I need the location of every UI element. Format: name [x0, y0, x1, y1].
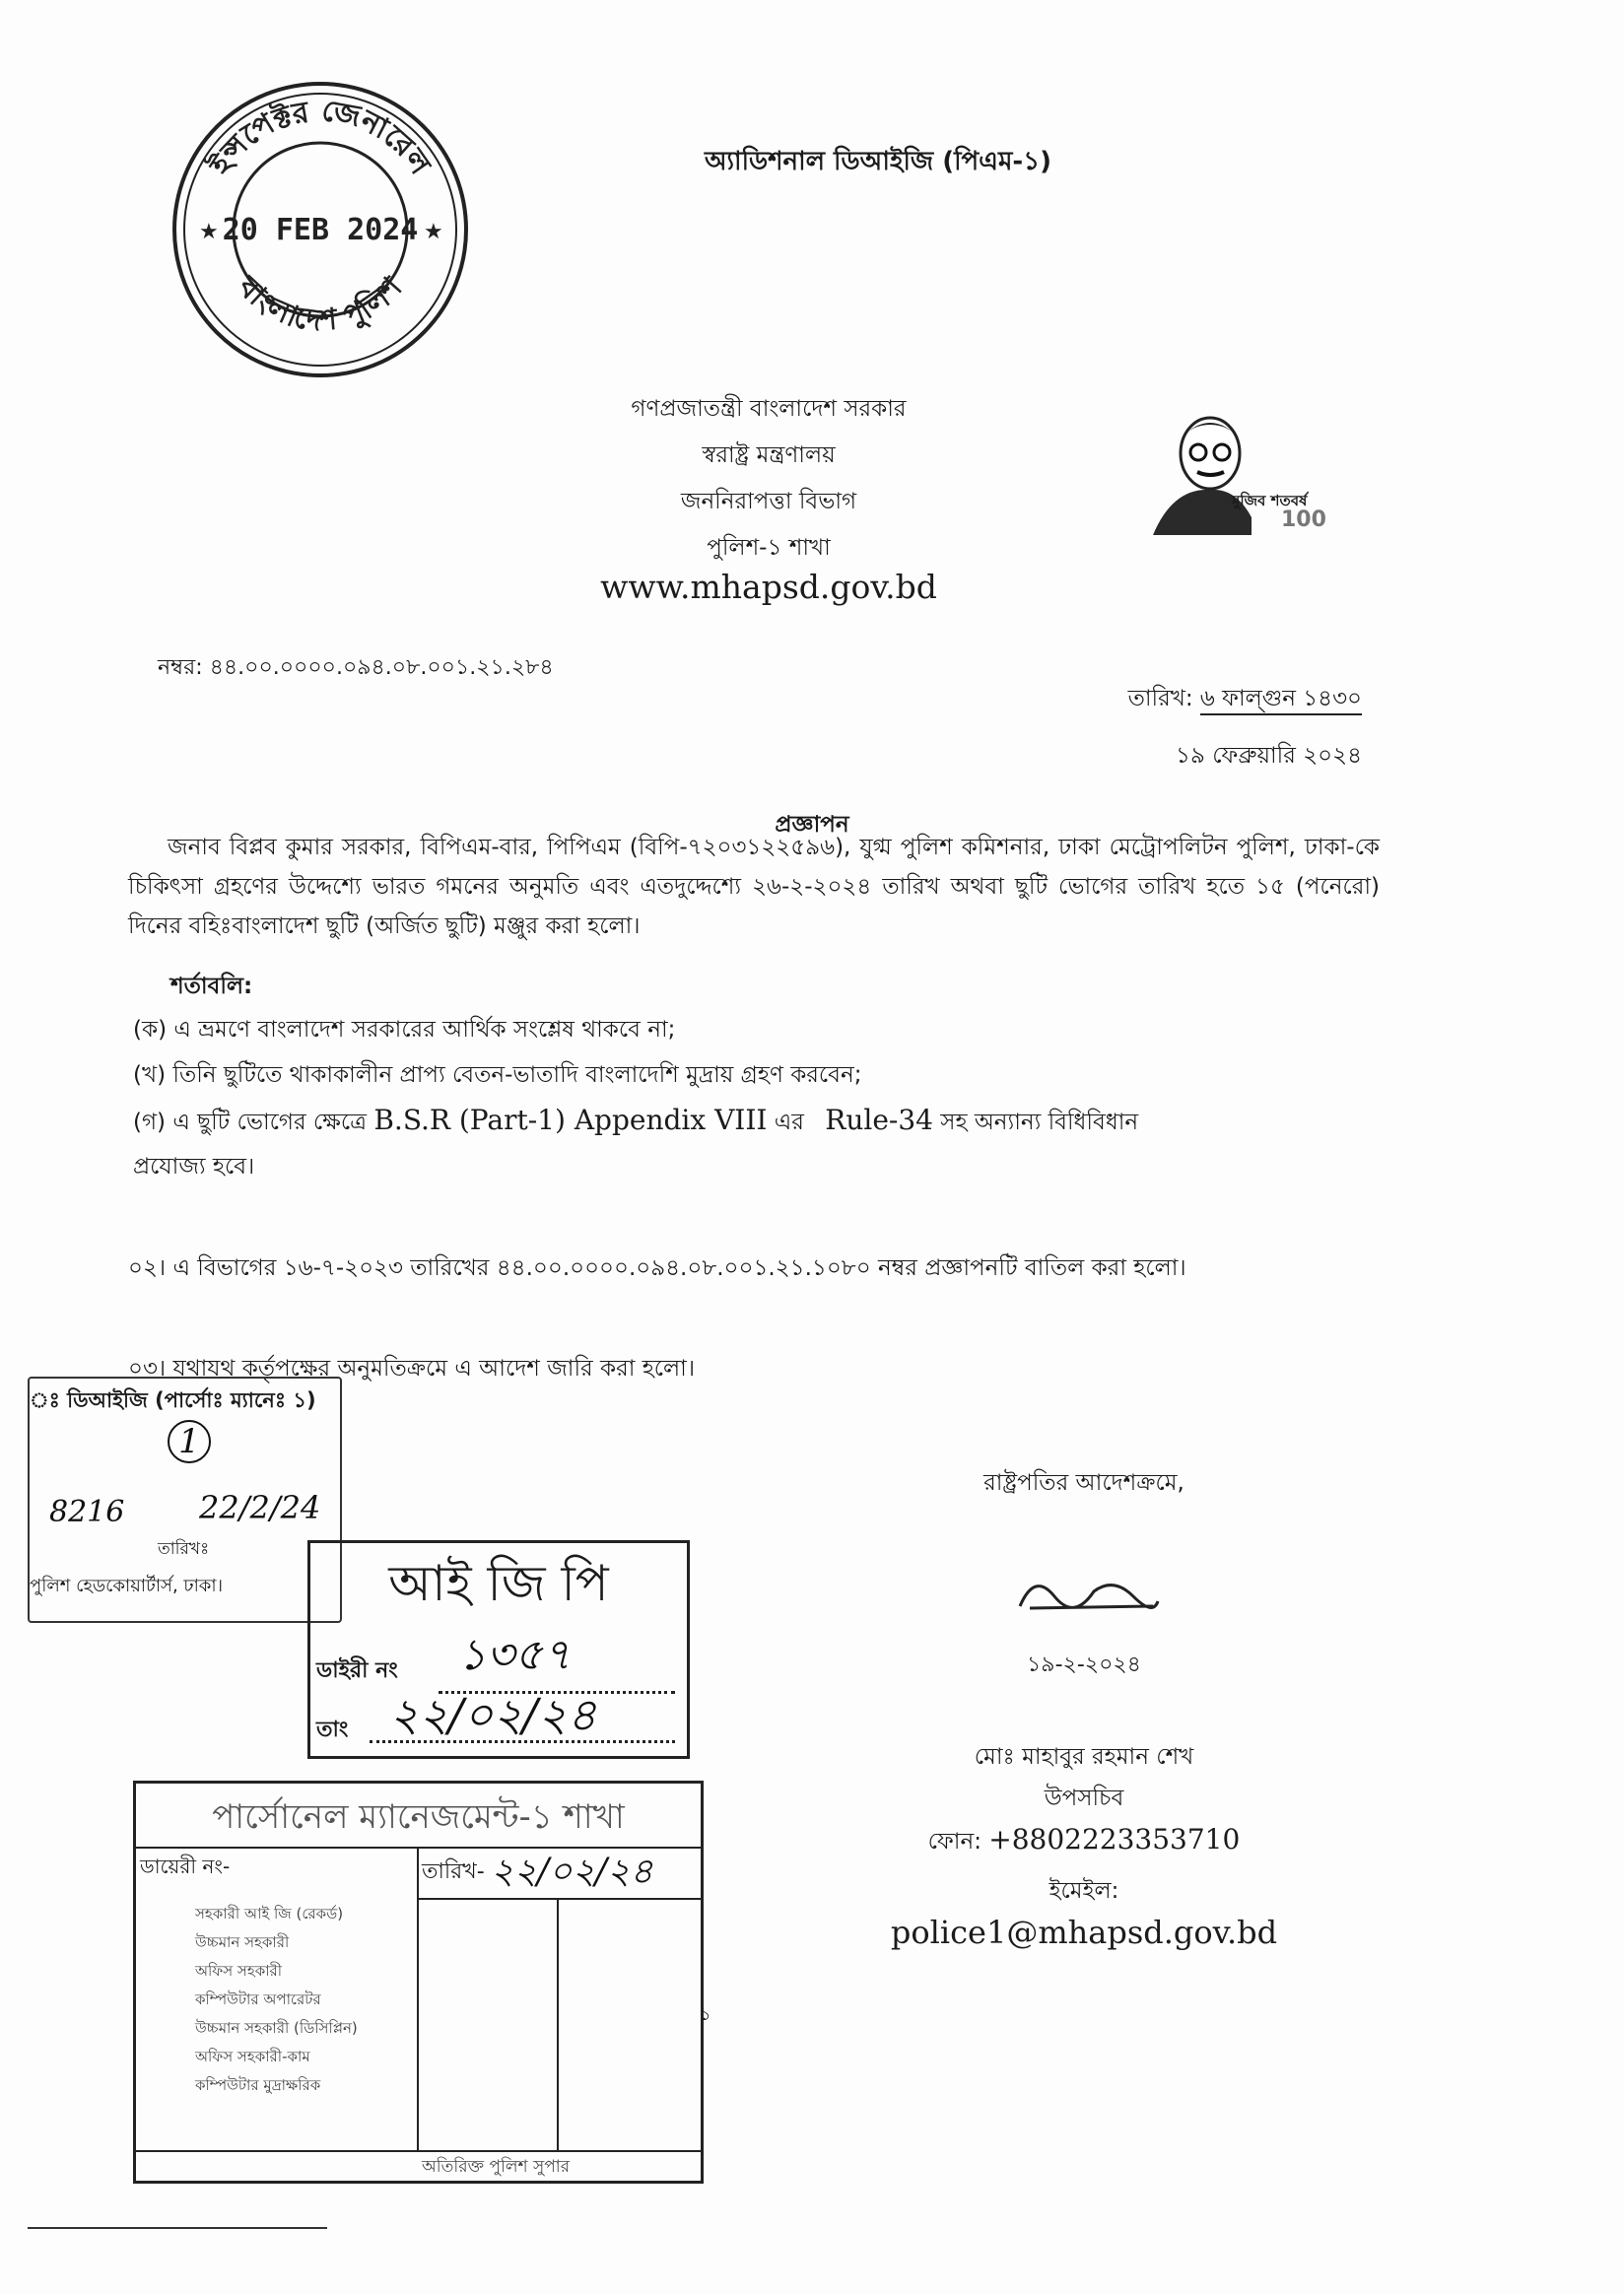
signatory-name: মোঃ মাহাবুর রহমান শেখ [974, 1744, 1194, 1770]
ministry-name: স্বরাষ্ট্র মন্ত্রণালয় [702, 442, 836, 468]
stamp1-hand-ref: 8216 [49, 1495, 125, 1529]
division-name: জননিরাপত্তা বিভাগ [680, 489, 857, 514]
condition-ga-line2: প্রযোজ্য হবে। [133, 1154, 255, 1180]
condition-kha: (খ) তিনি ছুটিতে থাকাকালীন প্রাপ্য বেতন-ভাতাদি বাংলাদেশি মুদ্রায় গ্রহণ করবেন; [133, 1062, 862, 1088]
divider [557, 1898, 559, 2152]
date-label: তারিখ: [1127, 686, 1193, 711]
condition-ga-rule: B.S.R (Part-1) Appendix VIII [373, 1104, 768, 1136]
order-line: রাষ্ট্রপতির আদেশক্রমে, [983, 1470, 1184, 1496]
mujib-borsho-logo [1133, 409, 1326, 537]
gov-name: গণপ্রজাতন্ত্রী বাংলাদেশ সরকার [631, 396, 907, 422]
igp-diary-stamp [307, 1540, 690, 1759]
phone-label: ফোন: [927, 1829, 981, 1855]
emblem-year: 100 [1281, 507, 1326, 532]
condition-ka: (ক) এ ভ্রমণে বাংলাদেশ সরকারের আর্থিক সংশ্লেষ থাকবে না; [133, 1017, 676, 1043]
branch-name: পুলিশ-১ শাখা [707, 535, 831, 561]
seal-date: 20 FEB 2024 [222, 213, 419, 247]
paragraph-03: ০৩। যথাযথ কর্তৃপক্ষের অনুমতিক্রমে এ আদেশ জারি করা হলো। [128, 1356, 696, 1382]
star-icon: ★ [424, 220, 443, 244]
email-address[interactable]: police1@mhapsd.gov.bd [890, 1914, 1278, 1951]
stamp2-diary-number: ১৩৫৭ [458, 1630, 572, 1680]
notice-body: জনাব বিপ্লব কুমার সরকার, বিপিএম-বার, পিপিএম (বিপি-৭২০৩১২২৫৯৬), যুগ্ম পুলিশ কমিশনার, ঢাকা মেট্রোপলিটন পুলিশ, ঢাকা-কে চিকিৎসা গ্রহণের উদ্দেশ্যে ভারত গমনের অনুমতি এবং এতদুদ্দেশ্যে ২৬-২-২০২৪ তারিখ অথবা ছুটি ভোগের তারিখ হতে ১৫ (পনেরো) দিনের বহিঃবাংলাদেশ ছুটি (অর্জিত ছুটি) মঞ্জুর করা হলো। [128, 835, 1380, 939]
seal-top-text: ইন্সপেক্টর জেনারেল [203, 93, 438, 181]
condition-ga-suffix: সহ অন্যান্য বিধিবিধান [940, 1110, 1139, 1135]
svg-text:ইন্সপেক্টর জেনারেল [202, 94, 439, 182]
condition-ga-mid: এর [774, 1110, 804, 1135]
stamp1-hand-number: 1 [168, 1420, 211, 1463]
dig-receipt-stamp [28, 1377, 342, 1623]
stamp3-rows [195, 1900, 417, 2100]
svg-text:বাংলাদেশ পুলিশ [231, 269, 410, 338]
signatory-designation: উপসচিব [1044, 1786, 1124, 1811]
dotted-line [370, 1740, 675, 1743]
seal-bottom-text: বাংলাদেশ পুলিশ [231, 269, 410, 339]
stamp3-row: সহকারী আই জি (রেকর্ড) [195, 1905, 344, 1923]
date-bengali-value: ৬ ফাল্গুন ১৪৩০ [1200, 686, 1362, 715]
inspector-general-seal [169, 79, 471, 380]
emblem-caption: মুজিব শতবর্ষ [1232, 492, 1308, 509]
email-label: ইমেইল: [1049, 1878, 1119, 1904]
stamp1-footer: পুলিশ হেডকোয়ার্টার্স, ঢাকা। [30, 1576, 224, 1596]
bottom-rule [28, 2227, 327, 2229]
stamp3-footer: অতিরিক্ত পুলিশ সুপার [422, 2157, 571, 2177]
conditions-label: শর্তাবলি: [170, 974, 253, 999]
stamp3-row: কম্পিউটার অপারেটর [195, 1990, 321, 2008]
signature-scribble [1015, 1567, 1163, 1626]
stamp3-row: অফিস সহকারী [195, 1962, 283, 1980]
stamp2-title: আই জি পি [388, 1555, 609, 1612]
phone-line [867, 1823, 1301, 1861]
pm1-branch-stamp [133, 1781, 704, 2184]
paragraph-02: ০২। এ বিভাগের ১৬-৭-২০২৩ তারিখের ৪৪.০০.০০০০.০৯৪.০৮.০০১.২১.১০৮০ নম্বর প্রজ্ঞাপনটি বাতিল করা হলো। [128, 1255, 1186, 1281]
stamp2-date-label: তাং [316, 1718, 349, 1742]
sign-date: ১৯-২-২০২৪ [1027, 1653, 1141, 1677]
date-gregorian: ১৯ ফেব্রুয়ারি ২০২৪ [1176, 743, 1362, 769]
stamp2-date: ২২/০২/২৪ [389, 1688, 597, 1741]
date-bengali [1128, 680, 1362, 718]
stamp3-title: পার্সোনেল ম্যানেজমেন্ট-১ শাখা [212, 1797, 625, 1837]
condition-ga-rule2: Rule-34 [825, 1104, 933, 1136]
reference-number: নম্বর: ৪৪.০০.০০০০.০৯৪.০৮.০০১.২১.২৮৪ [158, 655, 554, 680]
condition-ga [133, 1104, 1380, 1142]
divider [136, 2150, 701, 2152]
stamp3-row: উচ্চমান সহকারী [195, 1933, 290, 1951]
stamp1-date-label: তারিখঃ [158, 1539, 210, 1559]
page-mark: ১ [700, 2004, 711, 2025]
stamp1-hand-date: 22/2/24 [199, 1489, 321, 1526]
stamp2-diary-label: ডাইরী নং [316, 1658, 398, 1683]
document-title: প্রজ্ঞাপন [775, 812, 849, 838]
stamp3-date: ২২/০২/২৪ [491, 1852, 653, 1892]
star-icon: ★ [199, 220, 219, 244]
stamp3-row: কম্পিউটার মুদ্রাক্ষরিক [195, 2076, 321, 2094]
copy-to-label: অ্যাডিশনাল ডিআইজি (পিএম-১) [705, 147, 1051, 176]
website-link[interactable]: www.mhapsd.gov.bd [600, 568, 937, 606]
stamp1-title: ঃ ডিআইজি (পার্সোঃ ম্যানেঃ ১) [30, 1388, 316, 1412]
phone-number[interactable]: +8802223353710 [988, 1823, 1241, 1855]
stamp3-row: অফিস সহকারী-কাম [195, 2048, 310, 2065]
stamp3-diary-label: ডায়েরী নং- [140, 1855, 231, 1878]
stamp3-date-label: তারিখ- [422, 1859, 485, 1884]
stamp3-row: উচ্চমান সহকারী (ডিসিপ্লিন) [195, 2019, 358, 2037]
condition-ga-prefix: (গ) এ ছুটি ভোগের ক্ষেত্রে [133, 1110, 368, 1135]
